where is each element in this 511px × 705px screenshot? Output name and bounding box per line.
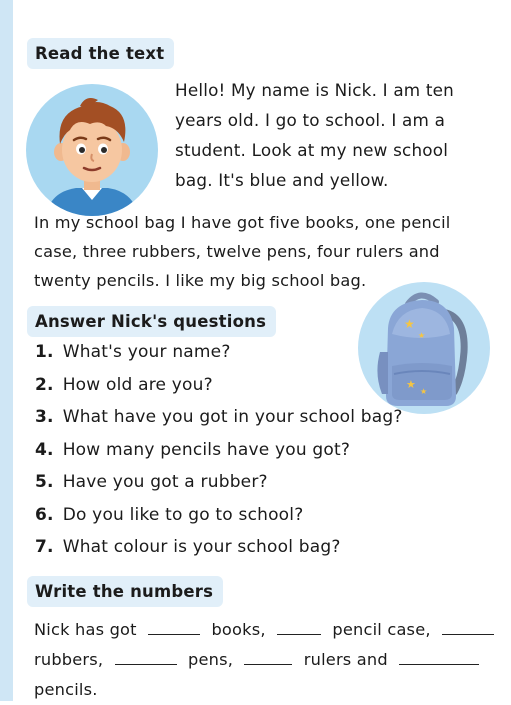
section-heading-read-label: Read the text [35, 44, 165, 63]
question-number: 2. [35, 374, 54, 395]
exercise-text: pens, [187, 650, 234, 669]
answer-blank[interactable] [115, 650, 177, 665]
question-number: 5. [35, 472, 54, 492]
exercise-text: Nick has got [34, 620, 137, 639]
page-side-stripe [0, 0, 13, 701]
intro-text [175, 75, 454, 195]
intro-line: student. Look at my new school [175, 140, 449, 160]
question-text: What's your name? [62, 342, 231, 362]
question-text: Have you got a rubber? [62, 472, 268, 492]
answer-blank[interactable] [244, 650, 292, 665]
svg-text:★: ★ [406, 378, 416, 391]
question-item [35, 505, 403, 538]
body-line: In my school bag I have got five books, one pencil [34, 213, 451, 232]
question-item [35, 472, 403, 505]
exercise-text: books, [211, 620, 266, 639]
questions-list [35, 342, 403, 570]
question-number: 3. [35, 407, 54, 427]
question-item [35, 342, 403, 375]
question-item [35, 440, 403, 473]
question-text: How many pencils have you got? [62, 439, 351, 460]
section-heading-answer [27, 306, 276, 337]
svg-text:★: ★ [420, 387, 428, 396]
exercise-text: pencil case, [332, 620, 431, 639]
svg-text:★: ★ [404, 317, 415, 331]
answer-blank[interactable] [442, 620, 494, 635]
intro-line: bag. It's blue and yellow. [175, 170, 389, 190]
svg-text:★: ★ [418, 331, 426, 340]
question-number: 1. [35, 342, 54, 362]
intro-line: years old. I go to school. I am a [175, 110, 446, 130]
intro-line: Hello! My name is Nick. I am ten [175, 80, 455, 100]
numbers-exercise [34, 615, 494, 705]
exercise-text: rubbers, [34, 650, 104, 669]
question-number: 4. [35, 439, 54, 460]
exercise-line-1 [34, 615, 494, 645]
exercise-line-2 [34, 645, 494, 675]
answer-blank[interactable] [277, 620, 321, 635]
boy-avatar-icon [26, 84, 158, 216]
question-text: How old are you? [62, 374, 213, 395]
exercise-text: pencils. [34, 680, 98, 699]
question-text: What have you got in your school bag? [62, 407, 403, 427]
answer-blank[interactable] [399, 650, 479, 665]
question-item [35, 537, 403, 570]
exercise-text: rulers and [303, 650, 388, 669]
section-heading-numbers-label: Write the numbers [35, 582, 214, 601]
question-text: What colour is your school bag? [62, 537, 341, 557]
body-line: case, three rubbers, twelve pens, four rulers and [34, 242, 440, 261]
question-item [35, 375, 403, 408]
section-heading-numbers [27, 576, 223, 607]
answer-blank[interactable] [148, 620, 200, 635]
question-text: Do you like to go to school? [62, 504, 304, 525]
question-number: 6. [35, 504, 54, 525]
question-number: 7. [35, 537, 54, 557]
section-heading-read [27, 38, 174, 69]
question-item [35, 407, 403, 440]
body-line: twenty pencils. I like my big school bag. [34, 271, 367, 290]
section-heading-answer-label: Answer Nick's questions [35, 312, 267, 331]
